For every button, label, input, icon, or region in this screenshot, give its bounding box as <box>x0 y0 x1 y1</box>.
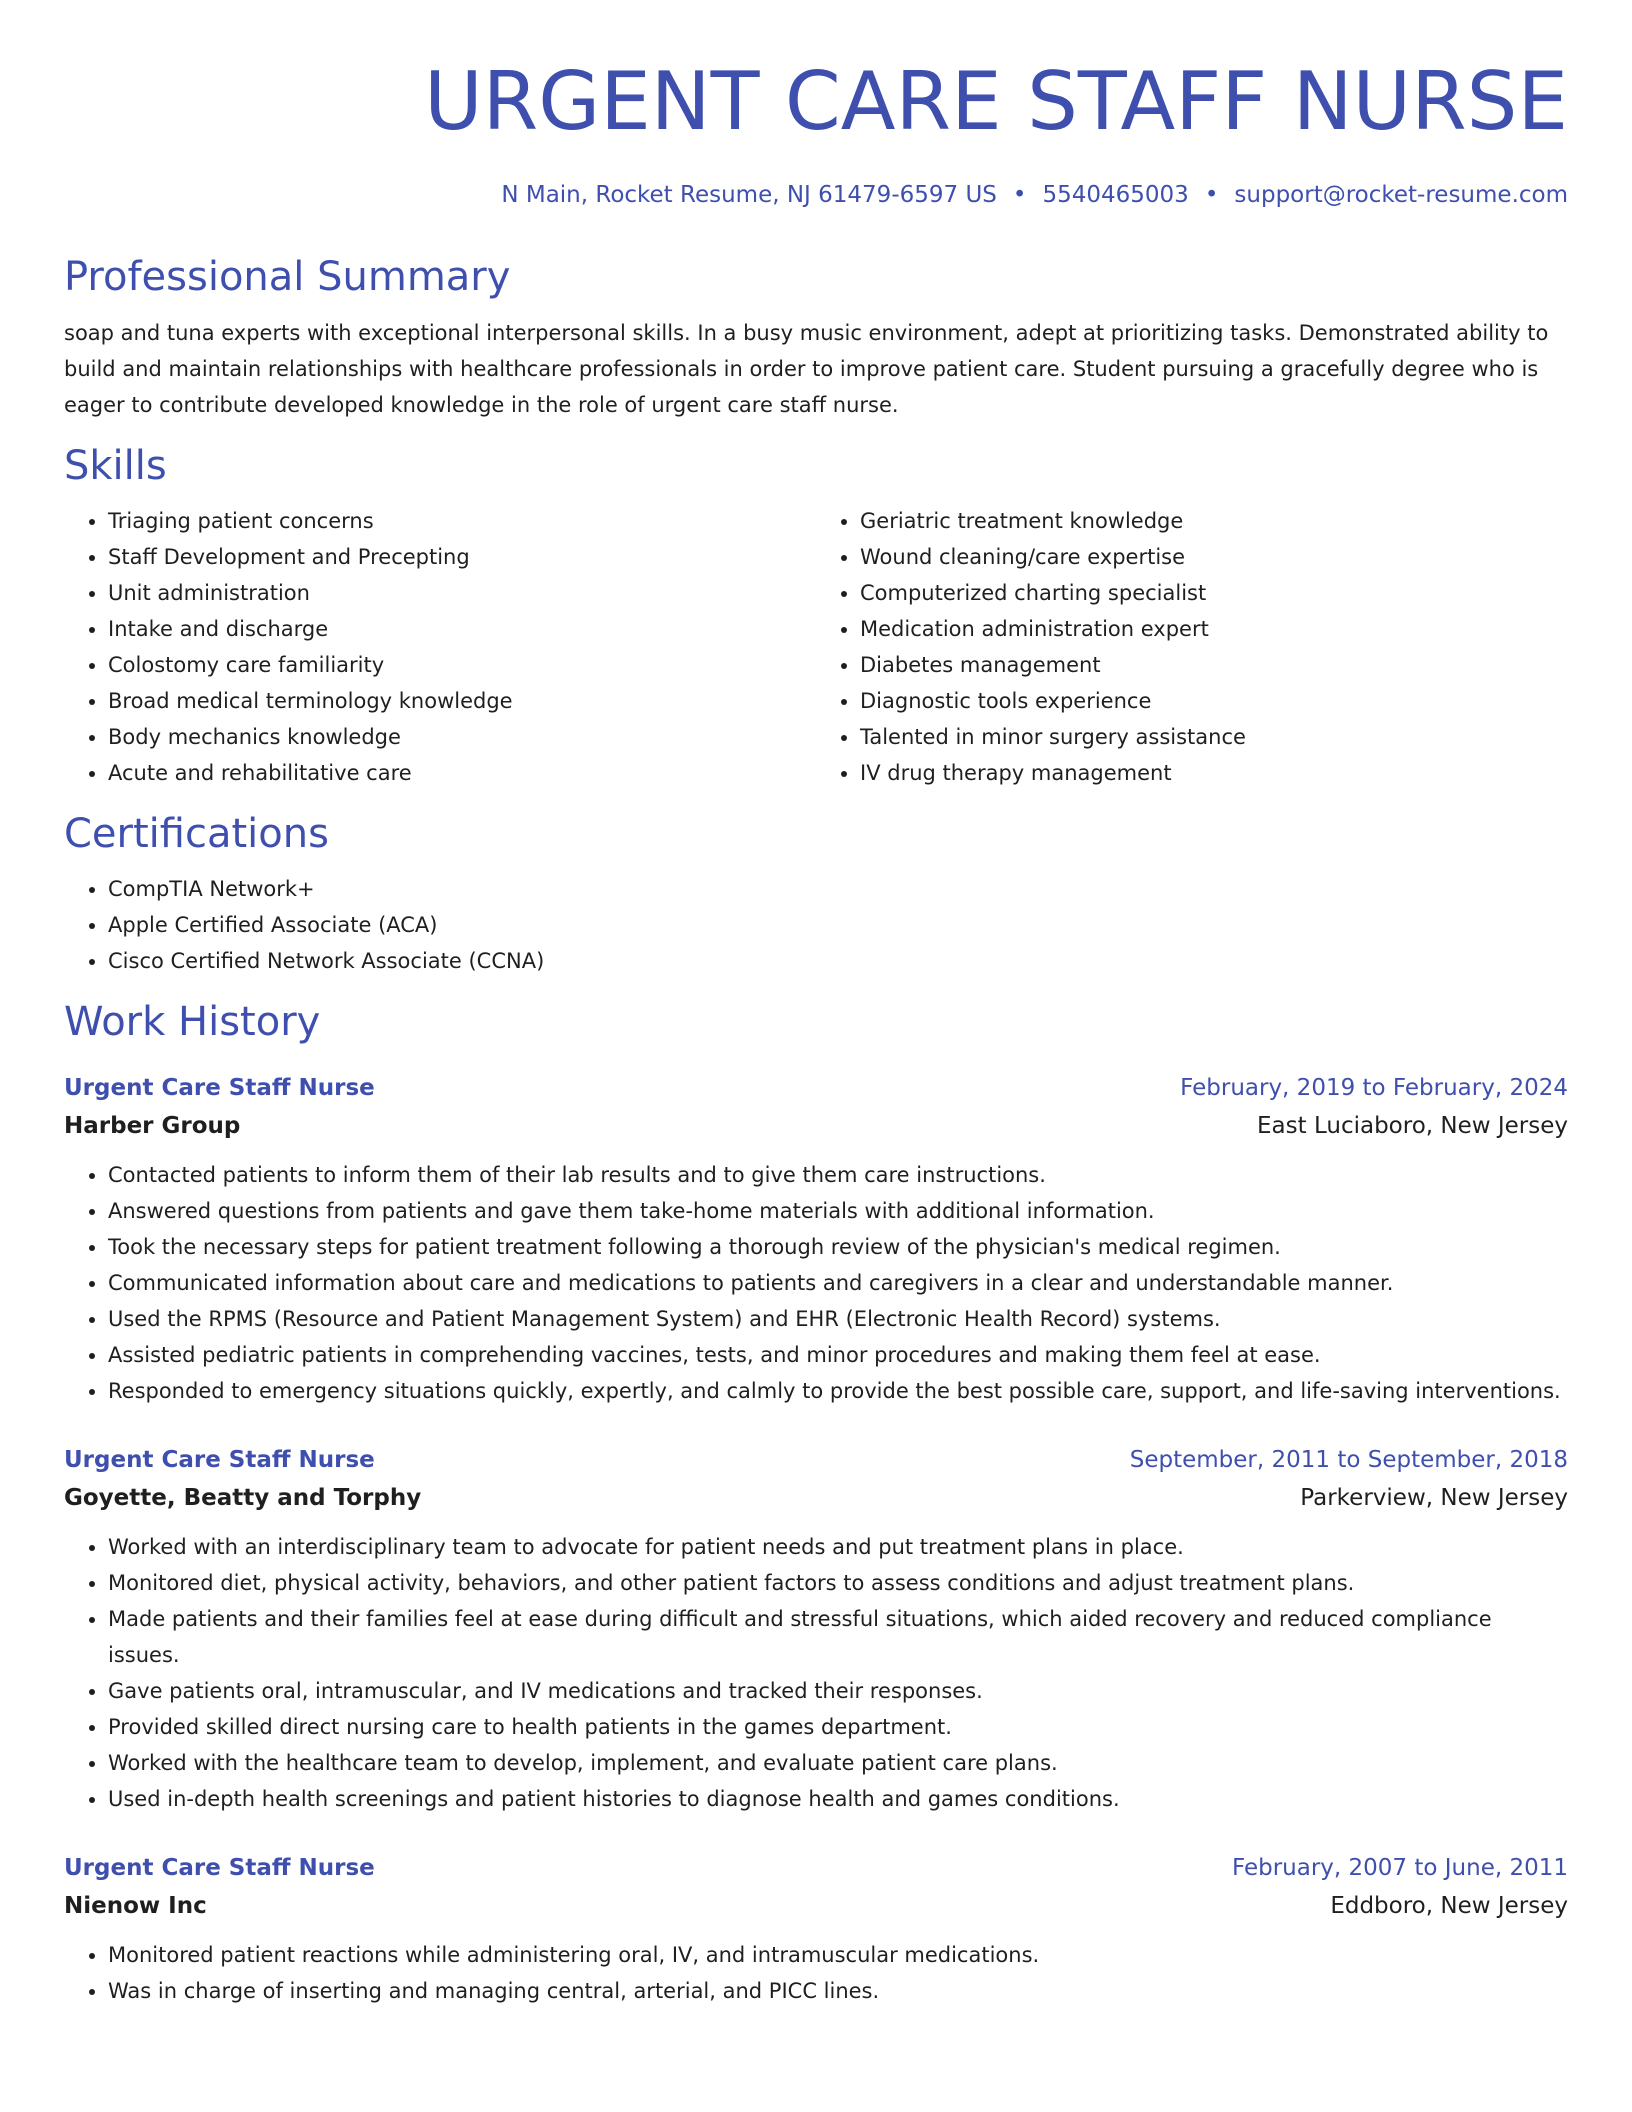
job-entry <box>64 1441 1568 1817</box>
job-bullet: • Used the RPMS (Resource and Patient Management System) and EHR (Electronic Health Record) systems. <box>108 1301 1568 1337</box>
certifications-list <box>64 871 1568 979</box>
job-bullet: • Gave patients oral, intramuscular, and IV medications and tracked their responses. <box>108 1673 1568 1709</box>
job-bullet: • Assisted pediatric patients in comprehending vaccines, tests, and minor procedures and making them feel at ease. <box>108 1337 1568 1373</box>
job-company-row <box>64 1479 1568 1517</box>
skill-item: • Talented in minor surgery assistance <box>860 719 1568 755</box>
skill-item: • Broad medical terminology knowledge <box>108 683 816 719</box>
job-title: Urgent Care Staff Nurse <box>64 1447 375 1473</box>
certification-item: • CompTIA Network+ <box>108 871 1568 907</box>
certification-item: • Apple Certified Associate (ACA) <box>108 907 1568 943</box>
resume-page <box>64 0 1568 2009</box>
job-company: Nienow Inc <box>64 1893 207 1919</box>
job-location: East Luciaboro, New Jersey <box>1257 1113 1568 1139</box>
job-company-row <box>64 1107 1568 1145</box>
skill-item: • Medication administration expert <box>860 611 1568 647</box>
skill-item: • Acute and rehabilitative care <box>108 755 816 791</box>
job-header-row <box>64 1849 1568 1887</box>
skill-item: • Wound cleaning/care expertise <box>860 539 1568 575</box>
contact-phone: 5540465003 <box>1042 182 1189 208</box>
job-company-row <box>64 1887 1568 1925</box>
job-dates: September, 2011 to September, 2018 <box>1129 1447 1568 1473</box>
resume-name: URGENT CARE STAFF NURSE <box>424 55 1568 148</box>
skills-heading: Skills <box>64 443 167 489</box>
skill-item: • Intake and discharge <box>108 611 816 647</box>
job-dates: February, 2007 to June, 2011 <box>1231 1855 1568 1881</box>
skill-item: • IV drug therapy management <box>860 755 1568 791</box>
job-entry <box>64 1069 1568 1409</box>
job-bullet: • Made patients and their families feel at ease during difficult and stressful situations, which aided recovery and reduced compliance issues. <box>108 1601 1568 1673</box>
job-bullet: • Provided skilled direct nursing care to health patients in the games department. <box>108 1709 1568 1745</box>
skill-item: • Staff Development and Precepting <box>108 539 816 575</box>
job-bullet: • Was in charge of inserting and managing central, arterial, and PICC lines. <box>108 1973 1568 2009</box>
skill-item: • Computerized charting specialist <box>860 575 1568 611</box>
job-location: Eddboro, New Jersey <box>1330 1893 1568 1919</box>
certifications-heading: Certifications <box>64 811 329 857</box>
job-bullets <box>64 1937 1568 2009</box>
job-header-row <box>64 1441 1568 1479</box>
job-bullet: • Used in-depth health screenings and patient histories to diagnose health and games conditions. <box>108 1781 1568 1817</box>
skills-list-right <box>816 503 1568 791</box>
job-bullet: • Took the necessary steps for patient treatment following a thorough review of the physician's medical regimen. <box>108 1229 1568 1265</box>
contact-address: N Main, Rocket Resume, NJ 61479-6597 US <box>501 182 997 208</box>
job-bullet: • Communicated information about care and medications to patients and caregivers in a clear and understandable manner. <box>108 1265 1568 1301</box>
contact-line <box>64 180 1568 210</box>
job-bullets <box>64 1157 1568 1409</box>
job-bullet: • Contacted patients to inform them of their lab results and to give them care instructions. <box>108 1157 1568 1193</box>
contact-separator: • <box>1204 182 1219 208</box>
job-bullet: • Monitored patient reactions while administering oral, IV, and intramuscular medications. <box>108 1937 1568 1973</box>
job-bullet: • Worked with an interdisciplinary team to advocate for patient needs and put treatment plans in place. <box>108 1529 1568 1565</box>
skill-item: • Unit administration <box>108 575 816 611</box>
job-entry <box>64 1849 1568 2009</box>
summary-text: soap and tuna experts with exceptional interpersonal skills. In a busy music environment, adept at prioritizing tasks. Demonstrated ability to build and maintain relationships with healthcare professionals in order to improve patient care. Student pursuing a gracefully degree who is eager to contribute developed knowledge in the role of urgent care staff nurse. <box>64 321 1549 417</box>
skill-item: • Colostomy care familiarity <box>108 647 816 683</box>
job-bullet: • Worked with the healthcare team to develop, implement, and evaluate patient care plans. <box>108 1745 1568 1781</box>
job-title: Urgent Care Staff Nurse <box>64 1855 375 1881</box>
job-company: Harber Group <box>64 1113 241 1139</box>
job-bullets <box>64 1529 1568 1817</box>
job-dates: February, 2019 to February, 2024 <box>1180 1075 1568 1101</box>
job-bullet: • Answered questions from patients and gave them take-home materials with additional information. <box>108 1193 1568 1229</box>
skill-item: • Diabetes management <box>860 647 1568 683</box>
certification-item: • Cisco Certified Network Associate (CCNA) <box>108 943 1568 979</box>
work-history-heading: Work History <box>64 999 321 1045</box>
skill-item: • Triaging patient concerns <box>108 503 816 539</box>
job-bullet: • Monitored diet, physical activity, behaviors, and other patient factors to assess conditions and adjust treatment plans. <box>108 1565 1568 1601</box>
contact-email[interactable]: support@rocket-resume.com <box>1234 182 1568 208</box>
job-title: Urgent Care Staff Nurse <box>64 1075 375 1101</box>
job-bullet: • Responded to emergency situations quickly, expertly, and calmly to provide the best possible care, support, and life-saving interventions. <box>108 1373 1568 1409</box>
job-header-row <box>64 1069 1568 1107</box>
summary-heading: Professional Summary <box>64 254 511 300</box>
contact-separator: • <box>1012 182 1027 208</box>
job-location: Parkerview, New Jersey <box>1300 1485 1568 1511</box>
skill-item: • Diagnostic tools experience <box>860 683 1568 719</box>
skill-item: • Body mechanics knowledge <box>108 719 816 755</box>
job-company: Goyette, Beatty and Torphy <box>64 1485 422 1511</box>
skill-item: • Geriatric treatment knowledge <box>860 503 1568 539</box>
skills-list-left <box>64 503 816 791</box>
skills-columns <box>64 503 1568 791</box>
